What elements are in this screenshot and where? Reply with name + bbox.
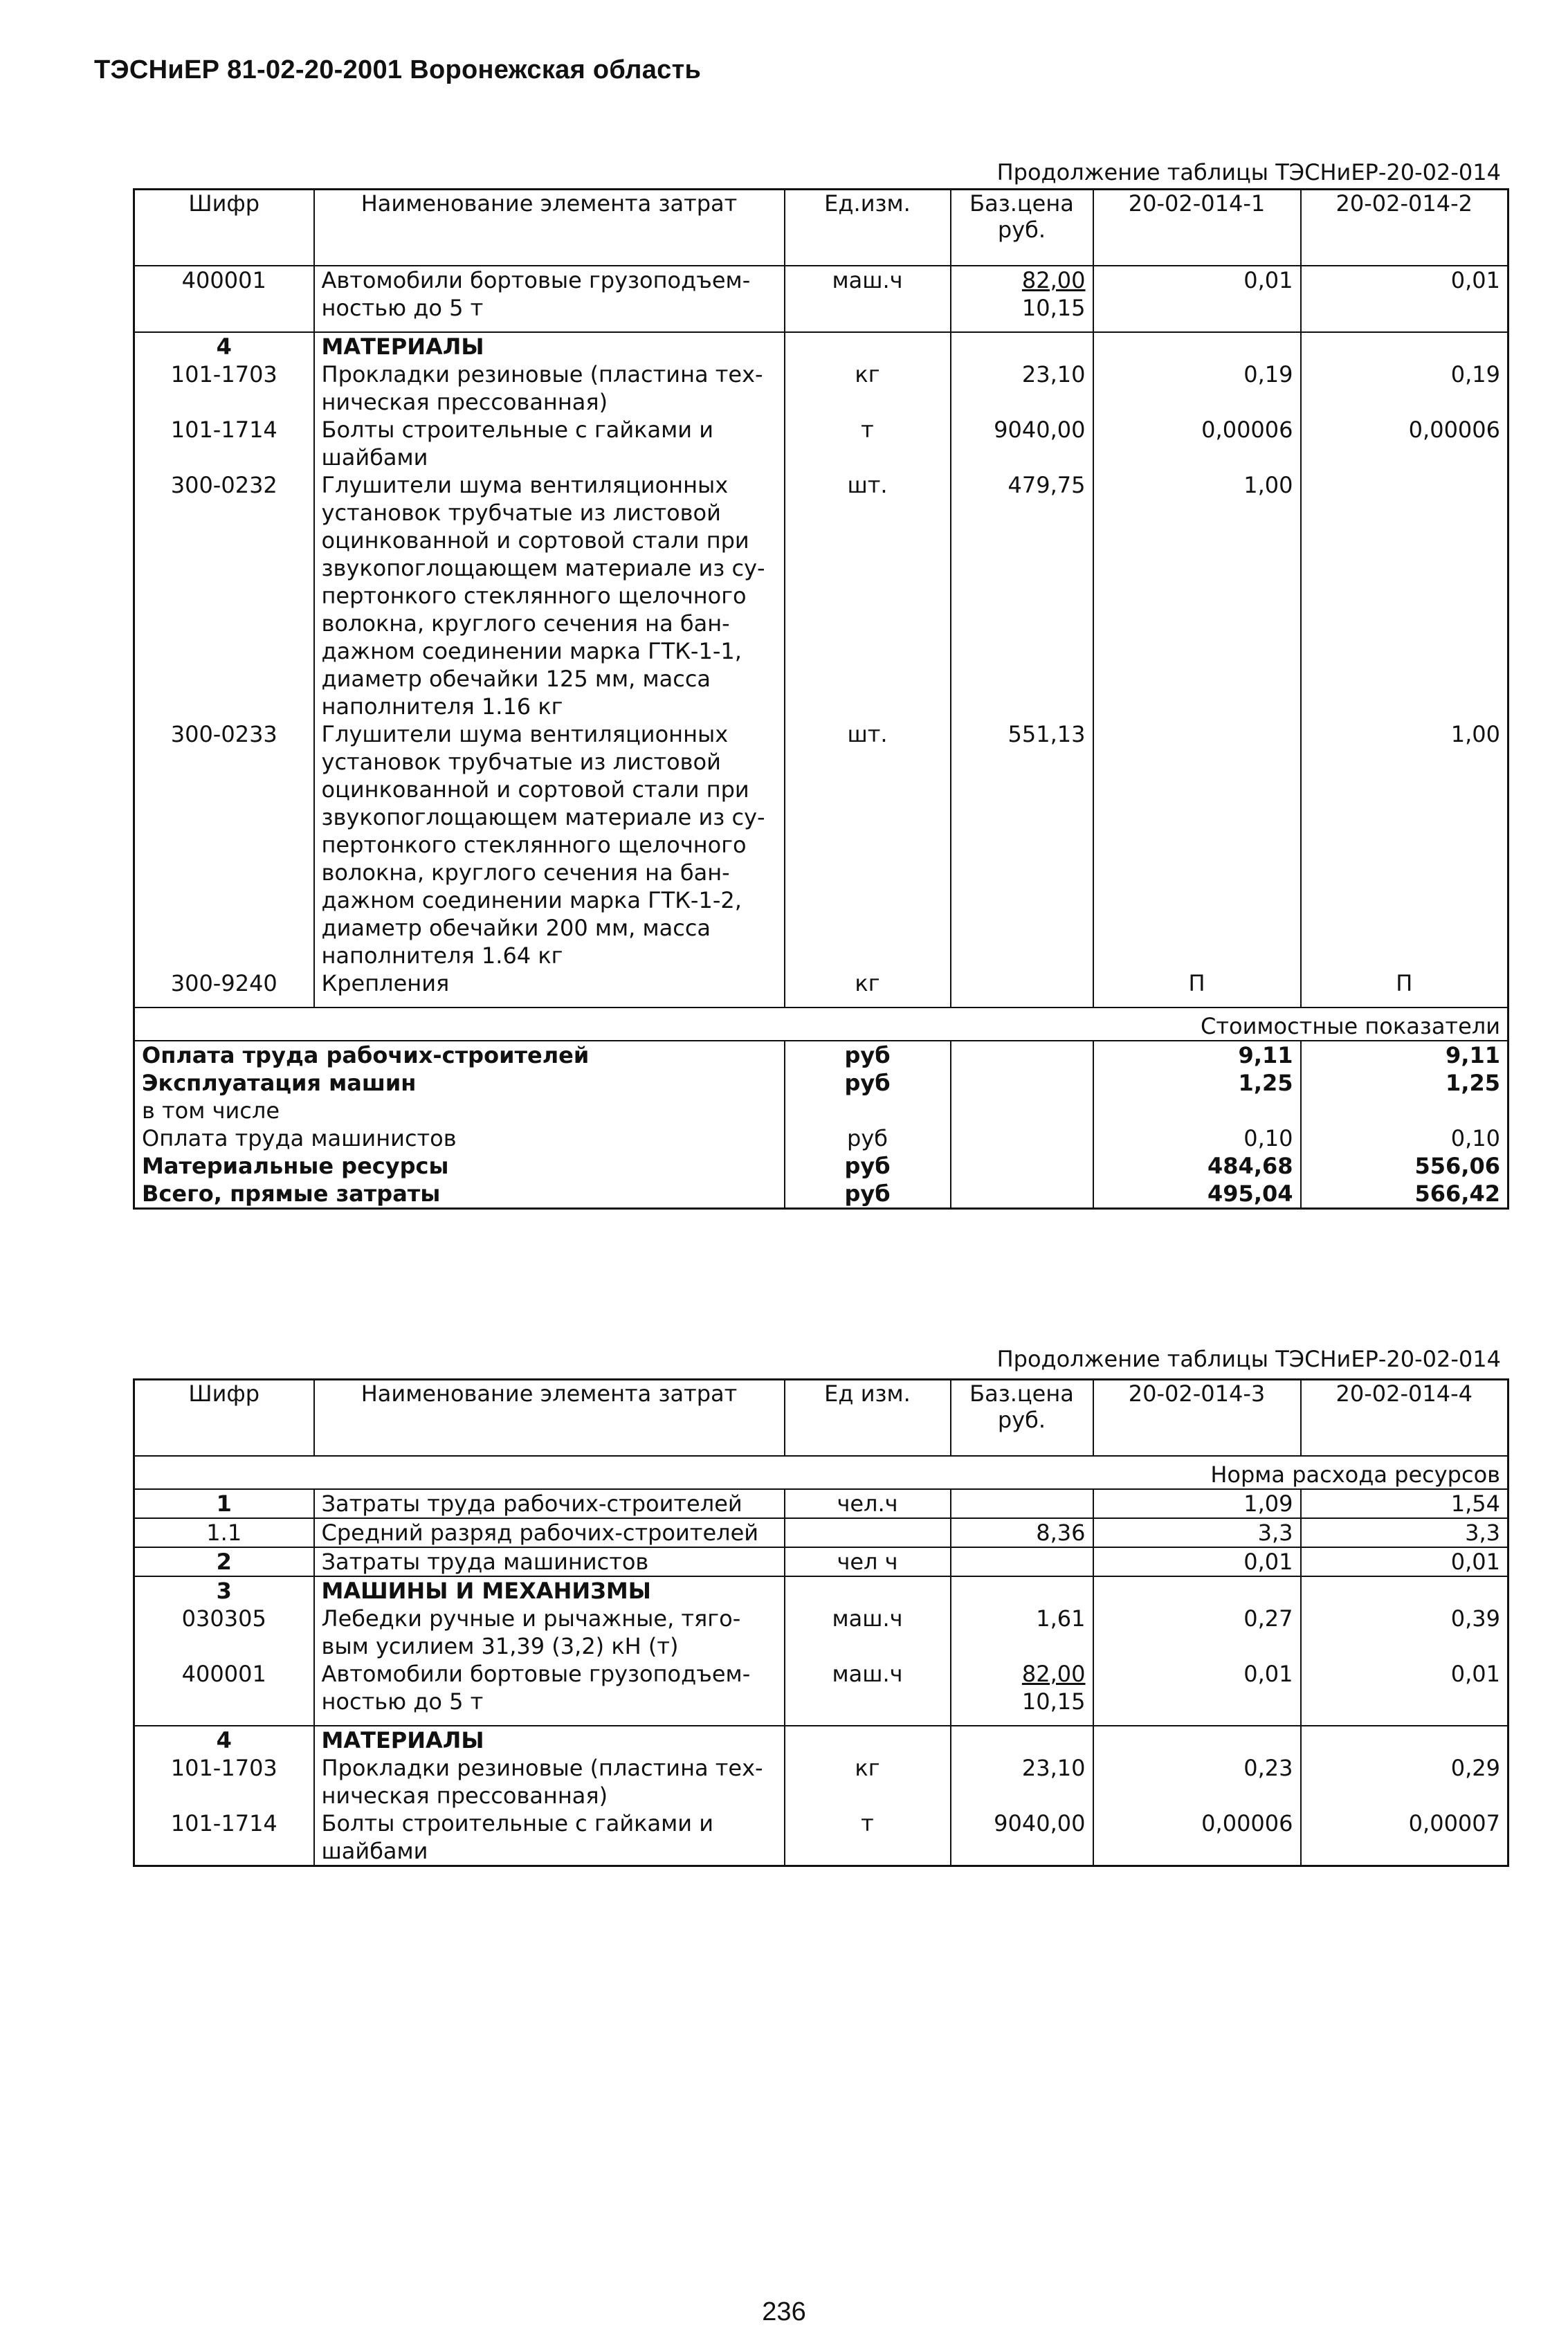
cost-label: Оплата труда машинистов: [142, 1125, 457, 1151]
cost-row: [134, 1069, 1508, 1097]
cost-unit: руб: [785, 1152, 951, 1180]
row-value-a: 1,09: [1093, 1489, 1301, 1518]
row-code: 300-0232: [170, 472, 277, 498]
row-price: 82,00 10,15: [951, 1660, 1093, 1715]
table-row: [134, 1489, 1508, 1518]
row-value-b: 0,39: [1301, 1605, 1508, 1660]
cost-label: в том числе: [142, 1097, 280, 1124]
row-price: 551,13: [951, 720, 1093, 969]
cost-label: Оплата труда рабочих-строителей: [134, 1041, 785, 1069]
row-name: Глушители шума вентиляционных установок трубчатые из листовой оцинкованной и сортовой стали при звукопоглощающем материале из су- пертонкого стеклянного щелочного волокна, круглого сечения на бан- дажном соединении марка ГТК-1-2, диаметр обечайки 200 мм, масса наполнителя 1.64 кг: [314, 720, 785, 969]
cost-label: Эксплуатация машин: [142, 1070, 417, 1096]
section-row: [134, 332, 1508, 361]
section-row: [134, 1726, 1508, 1754]
row-code: 300-0233: [170, 721, 277, 747]
row-name: Прокладки резиновые (пластина тех- ническая прессованная): [314, 1754, 785, 1809]
section-code: 3: [134, 1576, 314, 1605]
row-unit: кг: [785, 969, 951, 997]
row-price: 9040,00: [951, 1809, 1093, 1866]
row-value-a: 0,00006: [1093, 1809, 1301, 1866]
row-price: 82,00 10,15: [951, 266, 1093, 322]
cost-value-a: 9,11: [1093, 1041, 1301, 1069]
table1-continuation-caption: Продолжение таблицы ТЭСНиЕР-20-02-014: [996, 159, 1501, 185]
header-unit: Ед изм.: [785, 1380, 951, 1457]
cost-value-a: 0,10: [1093, 1124, 1301, 1152]
row-code: 1: [134, 1489, 314, 1518]
row-price: [951, 1547, 1093, 1576]
table2-continuation-caption: Продолжение таблицы ТЭСНиЕР-20-02-014: [996, 1346, 1501, 1372]
cost-row: [134, 1041, 1508, 1069]
cost-unit: руб: [785, 1124, 951, 1152]
row-price: 8,36: [951, 1518, 1093, 1547]
table-row: [134, 416, 1508, 471]
table2-header-row: [134, 1380, 1508, 1457]
row-code: 030305: [181, 1605, 266, 1632]
cost-value-a: 1,25: [1093, 1069, 1301, 1097]
row-value-a: 1,00: [1093, 471, 1301, 720]
header-name: Наименование элемента затрат: [314, 190, 785, 266]
header-col-a: 20-02-014-1: [1093, 190, 1301, 266]
cost-unit: руб: [785, 1041, 951, 1069]
table1-header-row: [134, 190, 1508, 266]
row-value-a: 0,00006: [1093, 416, 1301, 471]
row-unit: т: [785, 1809, 951, 1866]
row-price: [951, 969, 1093, 997]
row-price: 479,75: [951, 471, 1093, 720]
cost-row: [134, 1152, 1508, 1180]
row-value-b: 1,00: [1301, 720, 1508, 969]
document-header: ТЭСНиЕР 81-02-20-2001 Воронежская область: [94, 55, 702, 84]
row-code: 101-1714: [170, 1810, 277, 1836]
row-value-b: 0,01: [1301, 1547, 1508, 1576]
row-unit: маш.ч: [785, 1605, 951, 1660]
header-base-price: Баз.цена руб.: [951, 1380, 1093, 1457]
row-unit: [785, 1518, 951, 1547]
row-value-a: 0,01: [1093, 266, 1301, 322]
table-row: [134, 1547, 1508, 1576]
row-value-b: 3,3: [1301, 1518, 1508, 1547]
row-value-b: 1,54: [1301, 1489, 1508, 1518]
resource-table-1: [133, 188, 1509, 1210]
row-value-b: [1301, 471, 1508, 720]
section-code: 4: [134, 1726, 314, 1754]
cost-value-b: 0,10: [1301, 1124, 1508, 1152]
row-value-a: 0,27: [1093, 1605, 1301, 1660]
cost-indicators-title: Стоимостные показатели: [134, 1008, 1508, 1041]
cost-value-b: 556,06: [1301, 1152, 1508, 1180]
section-row: [134, 1576, 1508, 1605]
cost-value-b: 566,42: [1301, 1180, 1508, 1209]
table-row: [134, 720, 1508, 969]
row-code: 300-9240: [170, 970, 277, 996]
row-value-a: 0,01: [1093, 1660, 1301, 1715]
header-col-a: 20-02-014-3: [1093, 1380, 1301, 1457]
cost-value-b: 9,11: [1301, 1041, 1508, 1069]
cost-unit: [785, 1097, 951, 1124]
row-price: [951, 1489, 1093, 1518]
row-value-b: П: [1301, 969, 1508, 997]
row-price: 23,10: [951, 361, 1093, 416]
row-price: 23,10: [951, 1754, 1093, 1809]
row-value-b: 0,01: [1301, 1660, 1508, 1715]
row-unit: кг: [785, 361, 951, 416]
row-unit: маш.ч: [785, 1660, 951, 1715]
row-code: 1.1: [134, 1518, 314, 1547]
header-col-b: 20-02-014-2: [1301, 190, 1508, 266]
row-code: 400001: [181, 267, 266, 293]
cost-label: Всего, прямые затраты: [142, 1180, 441, 1207]
row-name: Затраты труда рабочих-строителей: [314, 1489, 785, 1518]
cost-value-a: [1093, 1097, 1301, 1124]
row-value-a: [1093, 720, 1301, 969]
header-code: Шифр: [134, 190, 314, 266]
cost-value-a: 484,68: [1093, 1152, 1301, 1180]
header-code: Шифр: [134, 1380, 314, 1457]
cost-value-a: 495,04: [1093, 1180, 1301, 1209]
table-row: [134, 471, 1508, 720]
table-row: [134, 266, 1508, 322]
row-value-a: П: [1093, 969, 1301, 997]
section-title: МАТЕРИАЛЫ: [314, 332, 785, 361]
row-value-b: 0,00007: [1301, 1809, 1508, 1866]
row-unit: чел.ч: [785, 1489, 951, 1518]
row-code: 101-1714: [170, 417, 277, 443]
row-code: 400001: [181, 1661, 266, 1687]
row-value-a: 0,19: [1093, 361, 1301, 416]
row-value-a: 3,3: [1093, 1518, 1301, 1547]
section-title: МАШИНЫ И МЕХАНИЗМЫ: [314, 1576, 785, 1605]
header-base-price: Баз.цена руб.: [951, 190, 1093, 266]
cost-value-b: 1,25: [1301, 1069, 1508, 1097]
table-row: [134, 969, 1508, 997]
norm-title: Норма расхода ресурсов: [134, 1456, 1508, 1489]
row-code: 101-1703: [170, 361, 277, 388]
cost-row: [134, 1124, 1508, 1152]
row-unit: т: [785, 416, 951, 471]
table-row: [134, 1518, 1508, 1547]
row-name: Прокладки резиновые (пластина тех- ническая прессованная): [314, 361, 785, 416]
cost-label: Материальные ресурсы: [142, 1153, 449, 1179]
table-row: [134, 1660, 1508, 1715]
row-unit: шт.: [785, 720, 951, 969]
cost-unit: руб: [785, 1180, 951, 1209]
row-code: 101-1703: [170, 1755, 277, 1781]
cost-row: [134, 1097, 1508, 1124]
row-code: 2: [134, 1547, 314, 1576]
row-unit: шт.: [785, 471, 951, 720]
header-unit: Ед.изм.: [785, 190, 951, 266]
table-row: [134, 1809, 1508, 1866]
table-row: [134, 361, 1508, 416]
row-value-a: 0,01: [1093, 1547, 1301, 1576]
section-title: МАТЕРИАЛЫ: [314, 1726, 785, 1754]
cost-row: [134, 1180, 1508, 1209]
row-name: Автомобили бортовые грузоподъем- ностью до 5 т: [314, 266, 785, 322]
header-name: Наименование элемента затрат: [314, 1380, 785, 1457]
page-number: 236: [762, 2297, 806, 2326]
row-name: Крепления: [314, 969, 785, 997]
cost-unit: руб: [785, 1069, 951, 1097]
table-row: [134, 1754, 1508, 1809]
row-value-b: 0,01: [1301, 266, 1508, 322]
row-name: Глушители шума вентиляционных установок трубчатые из листовой оцинкованной и сортовой стали при звукопоглощающем материале из су- пертонкого стеклянного щелочного волокна, круглого сечения на бан- дажном соединении марка ГТК-1-1, диаметр обечайки 125 мм, масса наполнителя 1.16 кг: [314, 471, 785, 720]
row-name: Средний разряд рабочих-строителей: [314, 1518, 785, 1547]
row-name: Лебедки ручные и рычажные, тяго- вым усилием 31,39 (3,2) кН (т): [314, 1605, 785, 1660]
table-row: [134, 1605, 1508, 1660]
row-unit: кг: [785, 1754, 951, 1809]
row-name: Болты строительные с гайками и шайбами: [314, 1809, 785, 1866]
header-col-b: 20-02-014-4: [1301, 1380, 1508, 1457]
section-code: 4: [134, 332, 314, 361]
row-unit: маш.ч: [785, 266, 951, 322]
row-value-b: 0,00006: [1301, 416, 1508, 471]
row-price: 9040,00: [951, 416, 1093, 471]
row-value-a: 0,23: [1093, 1754, 1301, 1809]
row-price: 1,61: [951, 1605, 1093, 1660]
resource-table-2: [133, 1378, 1509, 1867]
row-value-b: 0,29: [1301, 1754, 1508, 1809]
cost-value-b: [1301, 1097, 1508, 1124]
row-name: Болты строительные с гайками и шайбами: [314, 416, 785, 471]
row-value-b: 0,19: [1301, 361, 1508, 416]
row-unit: чел ч: [785, 1547, 951, 1576]
row-name: Затраты труда машинистов: [314, 1547, 785, 1576]
row-name: Автомобили бортовые грузоподъем- ностью до 5 т: [314, 1660, 785, 1715]
